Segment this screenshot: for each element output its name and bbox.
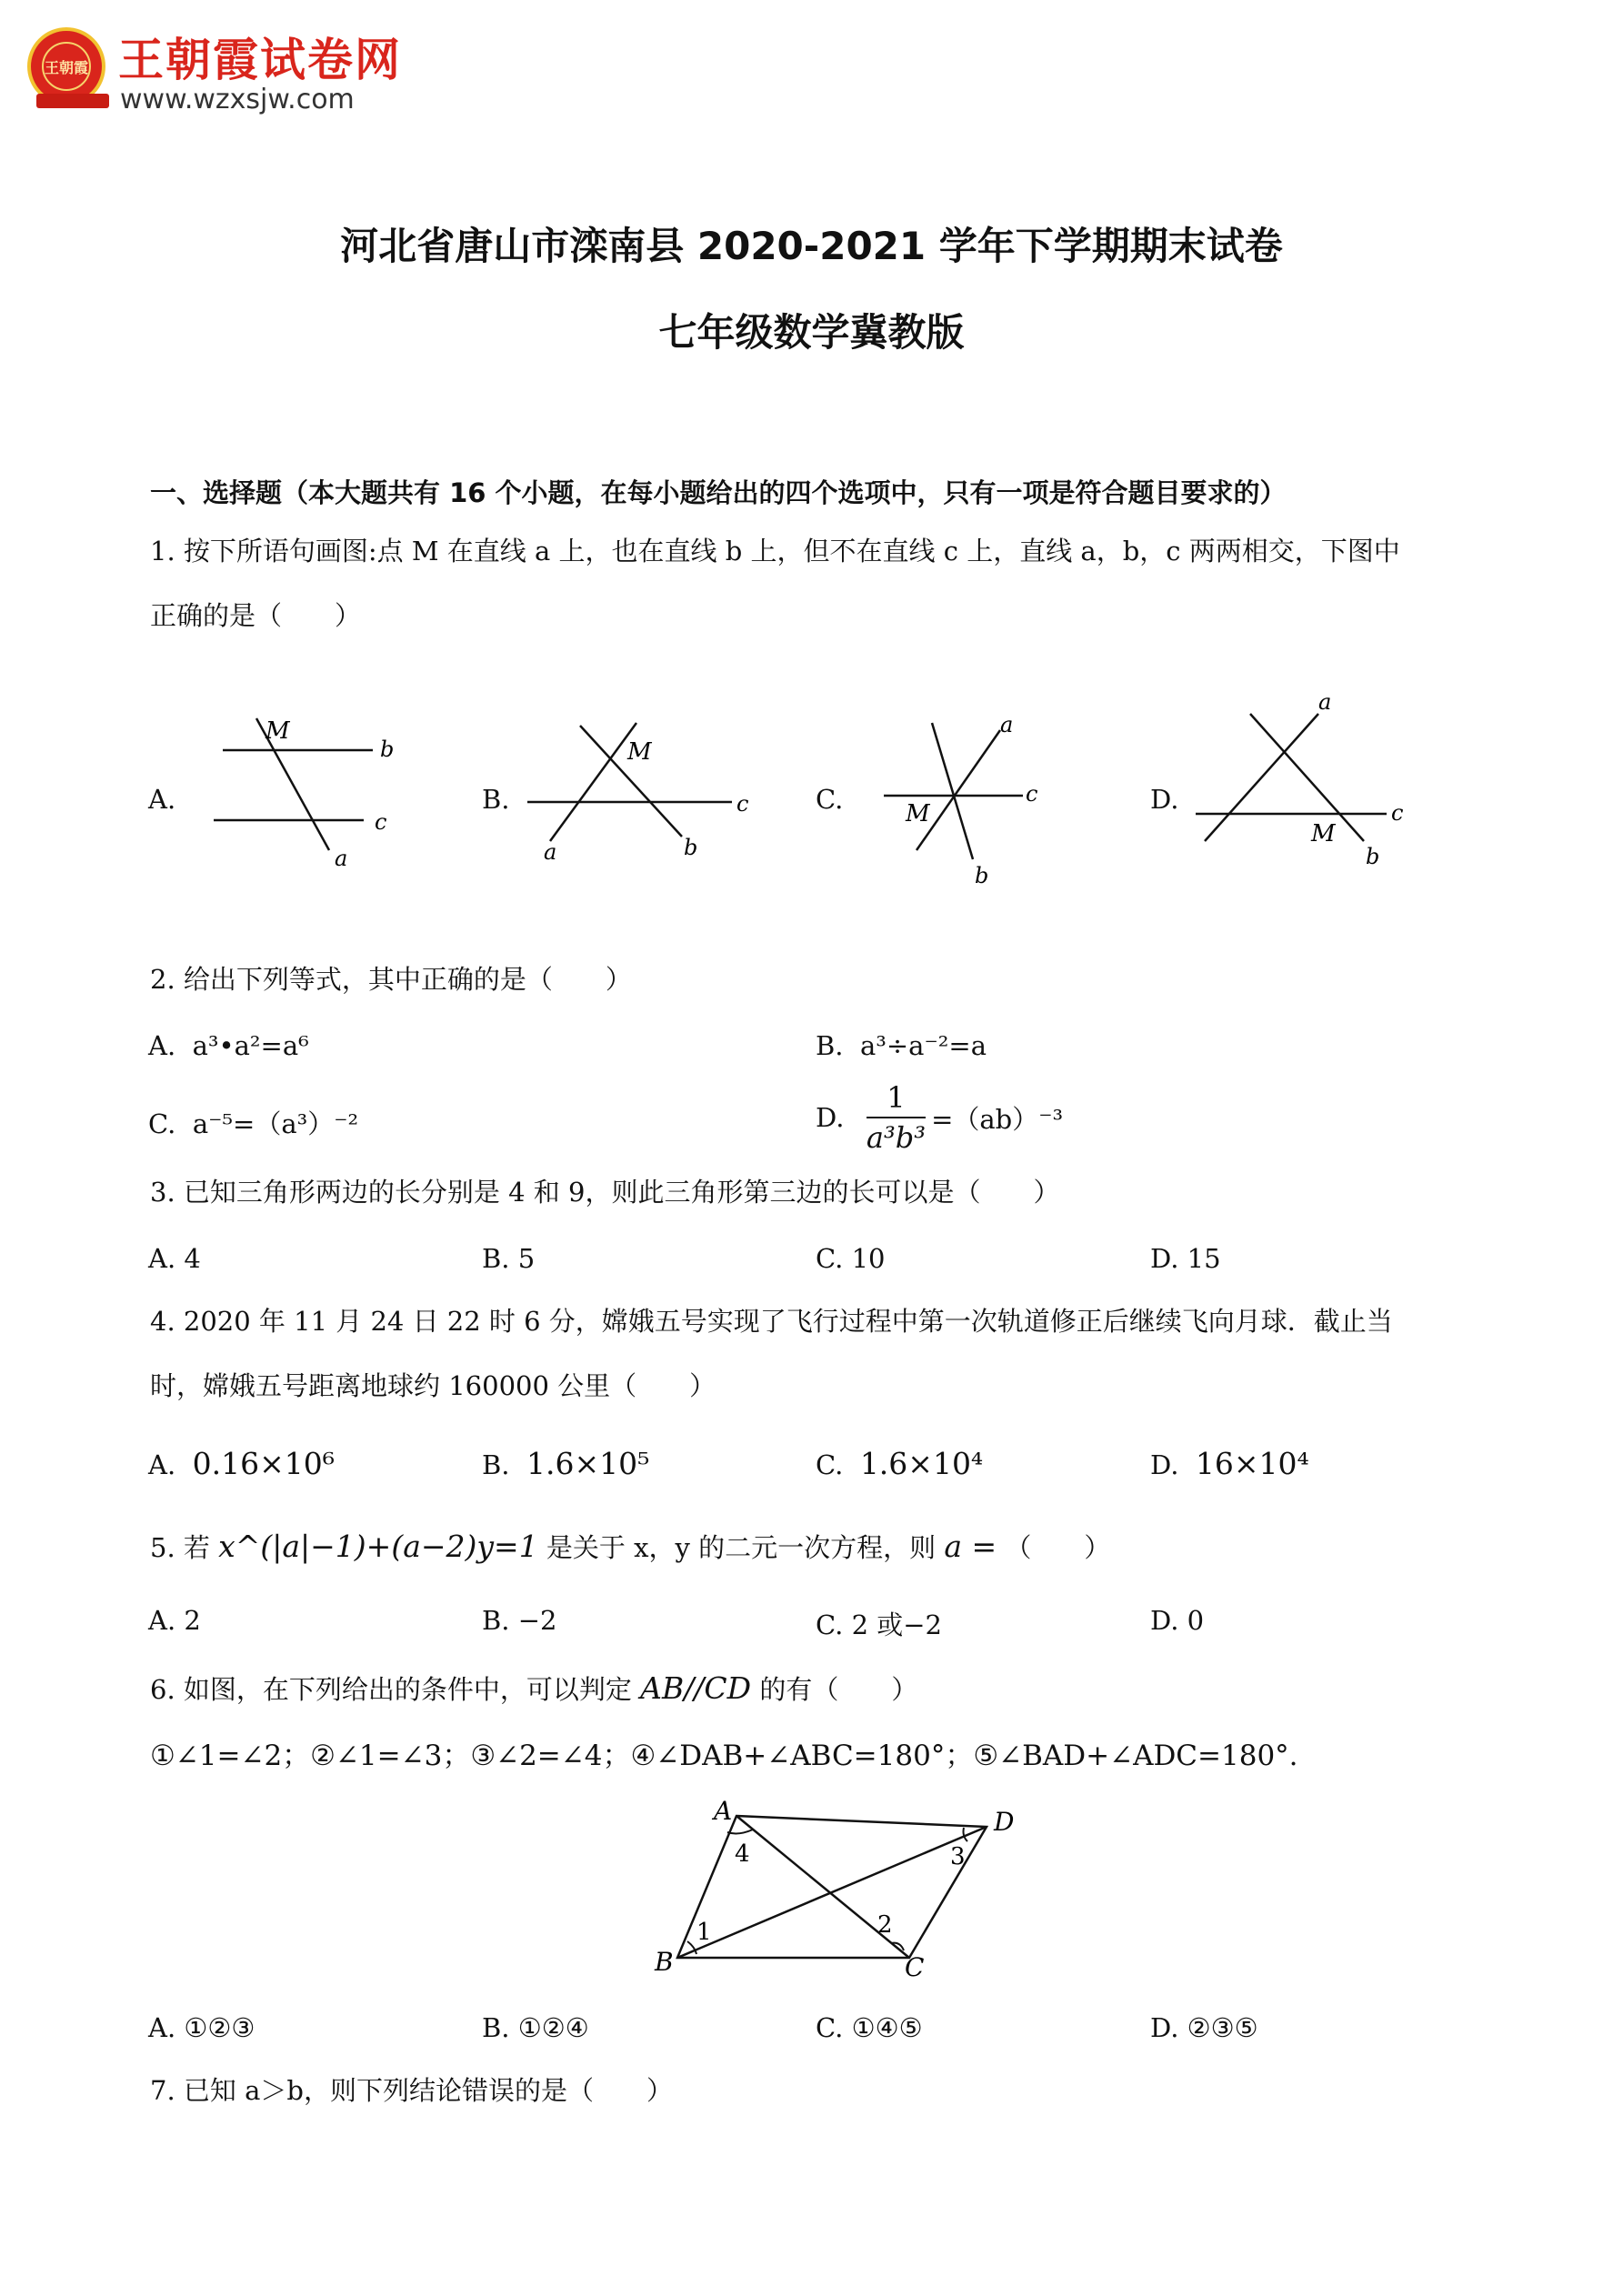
q5-prefix: 5. 若 [150,1532,210,1563]
label-a: a [1000,712,1014,737]
label-a: a [544,839,557,865]
label-c: c [375,809,387,835]
q5-option-b: B. −2 [482,1605,557,1636]
q2-option-b [816,1030,987,1061]
label-d: D [994,1807,1015,1837]
q1-figure-c [873,705,1064,887]
q1-option-a-label: A. [148,784,176,815]
fraction-denominator: a³b³ [866,1120,927,1155]
q3-option-c: C. 10 [816,1243,886,1274]
site-url: www.wzxsjw.com [120,84,355,115]
q6-math: AB//CD [640,1670,752,1706]
angle-4-label: 4 [735,1840,750,1868]
option-label: C. [148,1108,176,1139]
q4-option-d [1150,1446,1309,1481]
q2-text: 2. 给出下列等式，其中正确的是（ ） [150,964,632,995]
q1-option-c-label: C. [816,784,844,815]
site-logo-title: 王朝霞试卷网 [118,34,402,86]
label-b: B [655,1947,674,1977]
q1-text-line2: 正确的是（ ） [150,600,362,631]
label-m: M [265,717,290,745]
line-b [932,723,973,859]
option-label: C. [816,1449,844,1480]
q3-option-b: B. 5 [482,1243,536,1274]
option-label: D. [816,1102,845,1133]
q6-text [150,1669,917,1707]
label-a: A [714,1796,733,1826]
q3-option-a: A. 4 [148,1243,201,1274]
q6-conditions-text: ①∠1=∠2；②∠1=∠3；③∠2=∠4；④∠DAB+∠ABC=180°；⑤∠BAD+∠ADC=180°. [150,1740,1298,1772]
option-value: 0.16×10⁶ [192,1446,335,1481]
label-b: b [975,863,989,887]
q1-figure-d [1191,682,1418,882]
option-expr: a³•a²=a⁶ [192,1030,309,1061]
q5-equation: x^(|a|−1)+(a−2)y=1 [218,1529,538,1564]
q5-option-c: C. 2 或−2 [816,1609,943,1640]
label-b: b [1366,844,1380,869]
q4-option-c [816,1446,983,1481]
option-label: B. [482,1449,510,1480]
q1-option-d-label: D. [1150,784,1179,815]
line-a [917,730,1000,850]
option-expr: a⁻⁵=（a³）⁻² [192,1108,359,1139]
label-b: b [684,835,698,860]
angle-3-label: 3 [950,1843,966,1870]
option-label: A. [148,1030,176,1061]
q5-suffix: （ ） [1005,1532,1111,1563]
logo-seal-glyph [44,45,89,87]
q7-text: 7. 已知 a＞b，则下列结论错误的是（ ） [150,2075,673,2106]
q5-middle: 是关于 x，y 的二元一次方程，则 [546,1532,937,1563]
q6-option-c: C. ①④⑤ [816,2012,923,2043]
q1-figure-b [518,709,764,873]
logo-ribbon [36,94,109,108]
line-a [1205,714,1318,841]
exam-title: 河北省唐山市滦南县 2020-2021 学年下学期期末试卷 [340,224,1283,268]
q1-figure-a [209,709,409,873]
label-c: C [905,1952,925,1978]
q5-var: a = [944,1529,997,1564]
label-m: M [1311,820,1336,847]
option-label: D. [1150,1449,1179,1480]
exam-subtitle: 七年级数学冀教版 [658,310,965,355]
label-m: M [627,738,652,766]
q5-text [150,1528,1110,1565]
option-expr: a³÷a⁻²=a [859,1030,987,1061]
fraction-numerator: 1 [867,1080,926,1118]
label-a: a [1318,689,1332,715]
q3-option-d: D. 15 [1150,1243,1221,1274]
option-label: A. [148,1449,176,1480]
svg-text:王朝霞: 王朝霞 [44,59,89,76]
q4-option-b [482,1446,649,1481]
label-a: a [335,846,348,871]
q4-option-a [148,1446,335,1481]
label-m: M [906,800,930,827]
option-value: 1.6×10⁵ [526,1446,650,1481]
q5-option-a: A. 2 [148,1605,201,1636]
q2-option-a [148,1030,309,1061]
q5-option-d: D. 0 [1150,1605,1205,1636]
q6-option-d: D. ②③⑤ [1150,2012,1258,2043]
q6-figure [636,1796,1037,1978]
q3-text: 3. 已知三角形两边的长分别是 4 和 9，则此三角形第三边的长可以是（ ） [150,1177,1060,1208]
line-b [1250,714,1364,841]
fraction [867,1080,926,1155]
option-value: 16×10⁴ [1195,1446,1309,1481]
q2-option-c [148,1104,358,1141]
label-c: c [736,791,749,817]
angle-1-label: 1 [696,1919,712,1946]
q1-option-b-label: B. [482,784,510,815]
q6-conditions [150,1732,1298,1773]
q2-option-d [816,1080,1063,1155]
q4-text-line1: 4. 2020 年 11 月 24 日 22 时 6 分，嫦娥五号实现了飞行过程中第一次轨道修正后继续飞向月球．截止当 [150,1306,1393,1337]
label-b: b [380,737,395,762]
angle-2-label: 2 [877,1911,893,1939]
option-label: B. [816,1030,844,1061]
q6-option-a: A. ①②③ [148,2012,255,2043]
option-value: 1.6×10⁴ [859,1446,984,1481]
q6-suffix: 的有（ ） [759,1674,918,1705]
label-c: c [1391,800,1404,826]
q4-text-line2: 时，嫦娥五号距离地球约 160000 公里（ ） [150,1370,716,1401]
option-expr: =（ab）⁻³ [931,1103,1064,1135]
q6-prefix: 6. 如图，在下列给出的条件中，可以判定 [150,1674,632,1705]
q6-option-b: B. ①②④ [482,2012,589,2043]
parallelogram-abcd [677,1816,987,1958]
q1-text-line1: 1. 按下所语句画图:点 M 在直线 a 上，也在直线 b 上，但不在直线 c 上，直线 a，b，c 两两相交，下图中 [150,536,1400,566]
section-heading: 一、选择题（本大题共有 16 个小题，在每小题给出的四个选项中，只有一项是符合题目要求的） [150,477,1287,508]
label-c: c [1026,781,1038,807]
